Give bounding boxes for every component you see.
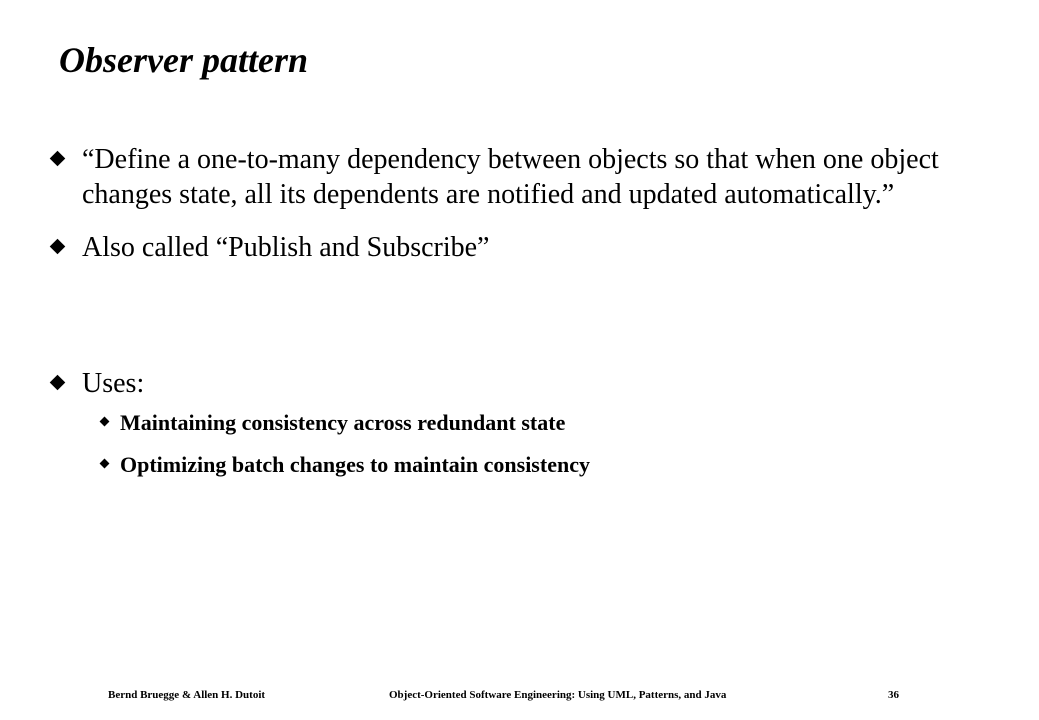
footer-book-title: Object-Oriented Software Engineering: Using UML, Patterns, and Java	[389, 689, 727, 701]
footer-authors: Bernd Bruegge & Allen H. Dutoit	[108, 689, 266, 701]
bullet-also-called	[48, 230, 968, 265]
footer-page-number: 36	[888, 689, 899, 701]
bullet-definition	[48, 142, 968, 212]
small-diamond-bullet-icon	[100, 417, 110, 427]
diamond-bullet-icon	[50, 151, 66, 167]
slide-title: Observer pattern	[59, 40, 308, 80]
bullet-text: Also called “Publish and Subscribe”	[82, 232, 490, 263]
small-diamond-bullet-icon	[100, 459, 110, 469]
diamond-bullet-icon	[50, 239, 66, 255]
sub-bullet-text: Maintaining consistency across redundant state	[120, 410, 566, 435]
sub-bullet-list	[48, 409, 968, 479]
sub-bullet-item	[100, 451, 968, 479]
diamond-bullet-icon	[50, 375, 66, 391]
bullet-text: “Define a one-to-many dependency between objects so that when one object changes state, all its dependents are notified and updated automatically.”	[82, 144, 939, 210]
sub-bullet-text: Optimizing batch changes to maintain consistency	[120, 452, 590, 477]
bullet-list	[48, 142, 968, 493]
sub-bullet-item	[100, 409, 968, 437]
bullet-uses	[48, 366, 968, 401]
bullet-text: Uses:	[82, 368, 145, 399]
